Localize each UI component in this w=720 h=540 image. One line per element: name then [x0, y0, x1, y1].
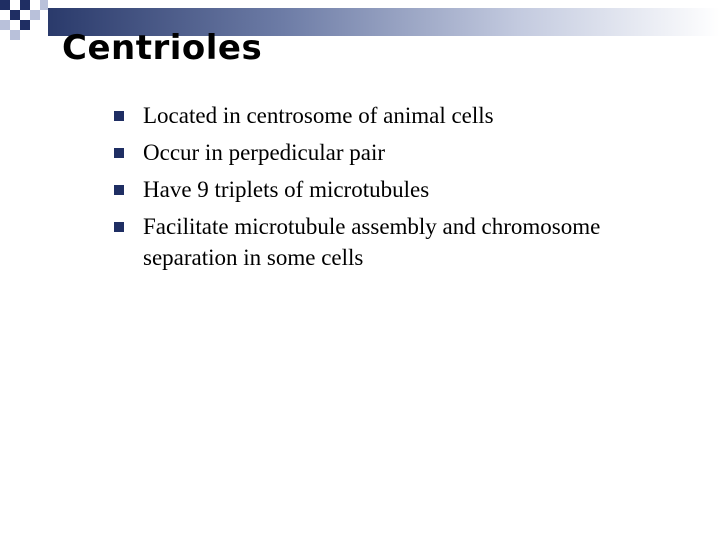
bullet-list: [112, 100, 672, 279]
bullet-item: [112, 100, 672, 131]
bullet-text: Occur in perpedicular pair: [143, 140, 386, 165]
bullet-text: Have 9 triplets of microtubules: [143, 177, 430, 202]
bullet-item: [112, 137, 672, 168]
slide-title: Centrioles: [62, 28, 263, 68]
square-bullet-icon: [114, 148, 124, 158]
bullet-item: [112, 174, 672, 205]
square-bullet-icon: [114, 111, 124, 121]
bullet-item: [112, 211, 672, 273]
bullet-text: Facilitate microtubule assembly and chromosome separation in some cells: [143, 214, 601, 270]
bullet-text: Located in centrosome of animal cells: [143, 103, 494, 128]
square-bullet-icon: [114, 222, 124, 232]
square-bullet-icon: [114, 185, 124, 195]
